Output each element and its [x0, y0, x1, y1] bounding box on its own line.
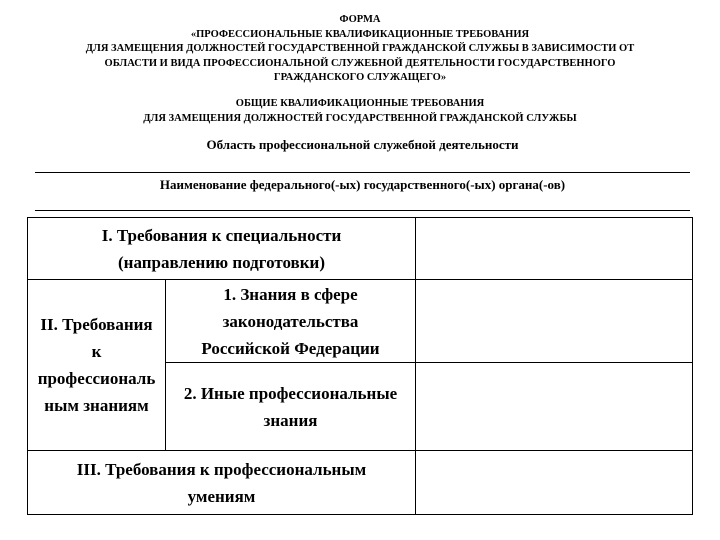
legislation-knowledge-line-3: Российской Федерации — [201, 338, 380, 358]
activity-area-label: Область профессиональной служебной деятельности — [206, 137, 519, 152]
specialty-requirements-cell — [28, 218, 416, 280]
legislation-knowledge-line-2: законодательства — [222, 311, 359, 331]
legislation-knowledge-input-cell[interactable] — [416, 280, 693, 363]
form-subtitle — [20, 97, 700, 126]
form-subtitle-line-1: ОБЩИЕ КВАЛИФИКАЦИОННЫЕ ТРЕБОВАНИЯ — [235, 98, 485, 109]
skills-requirements-cell — [28, 451, 416, 515]
knowledge-requirements-line-2: к — [91, 342, 102, 361]
form-subtitle-line-2: ДЛЯ ЗАМЕЩЕНИЯ ДОЛЖНОСТЕЙ ГОСУДАРСТВЕННОЙ ГРАЖДАНСКОЙ СЛУЖБЫ — [143, 112, 577, 124]
table-row — [28, 218, 693, 280]
table-row — [28, 280, 693, 363]
form-title-line-4: ГРАЖДАНСКОГО СЛУЖАЩЕГО» — [273, 72, 447, 83]
legislation-knowledge-line-1: 1. Знания в сфере — [223, 284, 358, 304]
other-knowledge-cell — [166, 363, 416, 451]
form-title-line-1: «ПРОФЕССИОНАЛЬНЫЕ КВАЛИФИКАЦИОННЫЕ ТРЕБОВАНИЯ — [190, 28, 530, 40]
other-knowledge-line-2: знания — [263, 410, 318, 430]
federal-organ-label: Наименование федерального(-ых) государственного(-ых) органа(-ов) — [159, 177, 566, 192]
form-word: ФОРМА — [339, 14, 381, 25]
federal-organ-fill-line[interactable] — [35, 210, 690, 211]
skills-requirements-line-1: III. Требования к профессиональным — [76, 459, 367, 479]
form-header — [20, 13, 700, 86]
specialty-requirements-input-cell[interactable] — [416, 218, 693, 280]
knowledge-requirements-line-3: профессиональ — [37, 369, 156, 388]
form-title-line-2: ДЛЯ ЗАМЕЩЕНИЯ ДОЛЖНОСТЕЙ ГОСУДАРСТВЕННОЙ ГРАЖДАНСКОЙ СЛУЖБЫ В ЗАВИСИМОСТИ ОТ — [85, 43, 635, 54]
specialty-requirements-line-1: I. Требования к специальности — [101, 225, 342, 245]
table-row — [28, 451, 693, 515]
requirements-table — [27, 217, 693, 515]
activity-area-fill-line[interactable] — [35, 172, 690, 173]
skills-requirements-input-cell[interactable] — [416, 451, 693, 515]
knowledge-requirements-line-1: II. Требования — [40, 315, 153, 334]
knowledge-requirements-cell — [28, 280, 166, 451]
specialty-requirements-line-2: (направлению подготовки) — [118, 252, 325, 272]
other-knowledge-line-1: 2. Иные профессиональные — [183, 383, 398, 403]
other-knowledge-input-cell[interactable] — [416, 363, 693, 451]
legislation-knowledge-cell — [166, 280, 416, 363]
skills-requirements-line-2: умениям — [187, 486, 256, 506]
form-title-line-3: ОБЛАСТИ И ВИДА ПРОФЕССИОНАЛЬНОЙ СЛУЖЕБНОЙ ДЕЯТЕЛЬНОСТИ ГОСУДАРСТВЕННОГО — [104, 57, 616, 69]
knowledge-requirements-line-4: ным знаниям — [44, 396, 149, 415]
